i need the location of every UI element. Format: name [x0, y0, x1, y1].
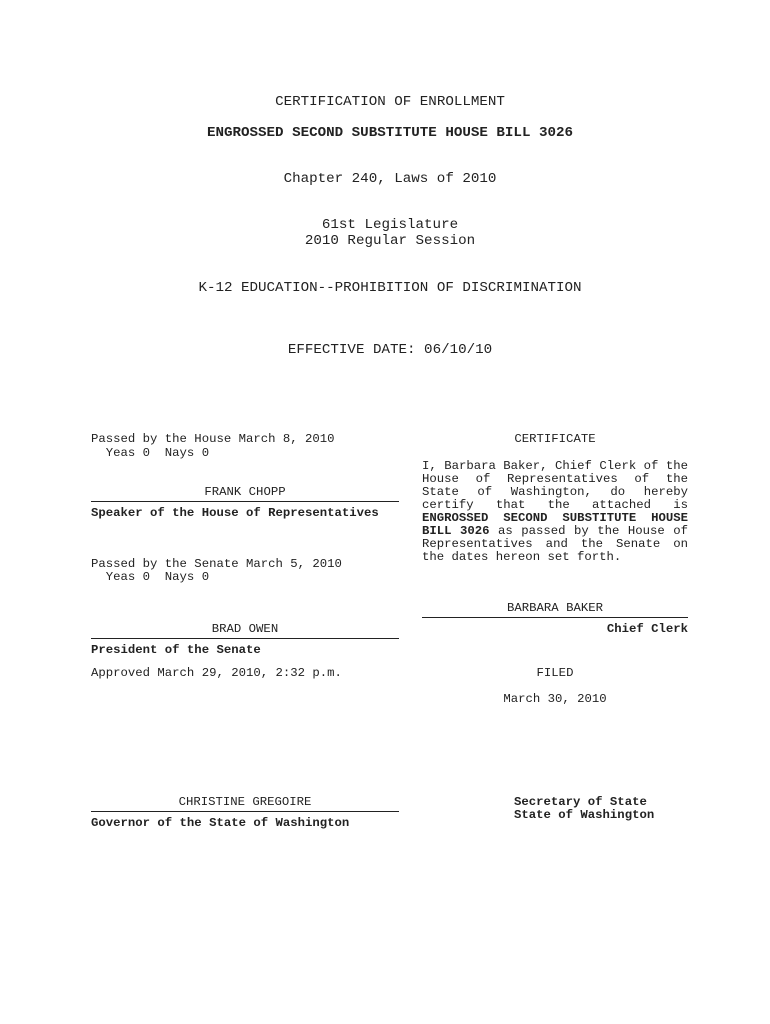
legislature-line: 61st Legislature: [321, 217, 459, 233]
president-title: President of the Senate: [91, 643, 261, 657]
president-signature-line: [91, 638, 399, 639]
clerk-title: Chief Clerk: [606, 622, 688, 636]
secretary-line-1: Secretary of State: [514, 795, 647, 809]
house-passed: Passed by the House March 8, 2010: [91, 432, 335, 446]
chapter-line: Chapter 240, Laws of 2010: [283, 171, 497, 187]
certificate-paragraph: [422, 460, 688, 564]
effective-date: EFFECTIVE DATE: 06/10/10: [287, 342, 493, 358]
session-line: 2010 Regular Session: [304, 233, 476, 249]
certificate-text-2: as passed by the House of Representatives and the Senate on the dates hereon set forth.: [422, 524, 688, 564]
speaker-title: Speaker of the House of Representatives: [91, 506, 379, 520]
clerk-signature-line: [422, 617, 688, 618]
house-votes: Yeas 0 Nays 0: [91, 446, 210, 460]
filed-label: FILED: [536, 666, 574, 680]
bill-title: ENGROSSED SECOND SUBSTITUTE HOUSE BILL 3026: [206, 125, 574, 141]
governor-signature-line: [91, 811, 399, 812]
president-name: BRAD OWEN: [211, 622, 279, 636]
certificate-heading: CERTIFICATE: [514, 432, 596, 446]
speaker-signature-line: [91, 501, 399, 502]
filed-date: March 30, 2010: [503, 692, 607, 706]
senate-passed: Passed by the Senate March 5, 2010: [91, 557, 342, 571]
speaker-name: FRANK CHOPP: [204, 485, 286, 499]
subject-line: K-12 EDUCATION--PROHIBITION OF DISCRIMINATION: [198, 280, 582, 296]
clerk-name: BARBARA BAKER: [507, 601, 603, 615]
approved-line: Approved March 29, 2010, 2:32 p.m.: [91, 666, 342, 680]
governor-title: Governor of the State of Washington: [91, 816, 350, 830]
governor-name: CHRISTINE GREGOIRE: [178, 795, 312, 809]
certification-heading: CERTIFICATION OF ENROLLMENT: [275, 94, 505, 110]
certificate-bill-name: ENGROSSED SECOND SUBSTITUTE HOUSE BILL 3026: [422, 511, 688, 538]
secretary-line-2: State of Washington: [514, 808, 655, 822]
senate-votes: Yeas 0 Nays 0: [91, 570, 210, 584]
certificate-text-1: I, Barbara Baker, Chief Clerk of the House of Representatives of the State of Washington, do hereby certify that the attached is: [422, 459, 688, 512]
